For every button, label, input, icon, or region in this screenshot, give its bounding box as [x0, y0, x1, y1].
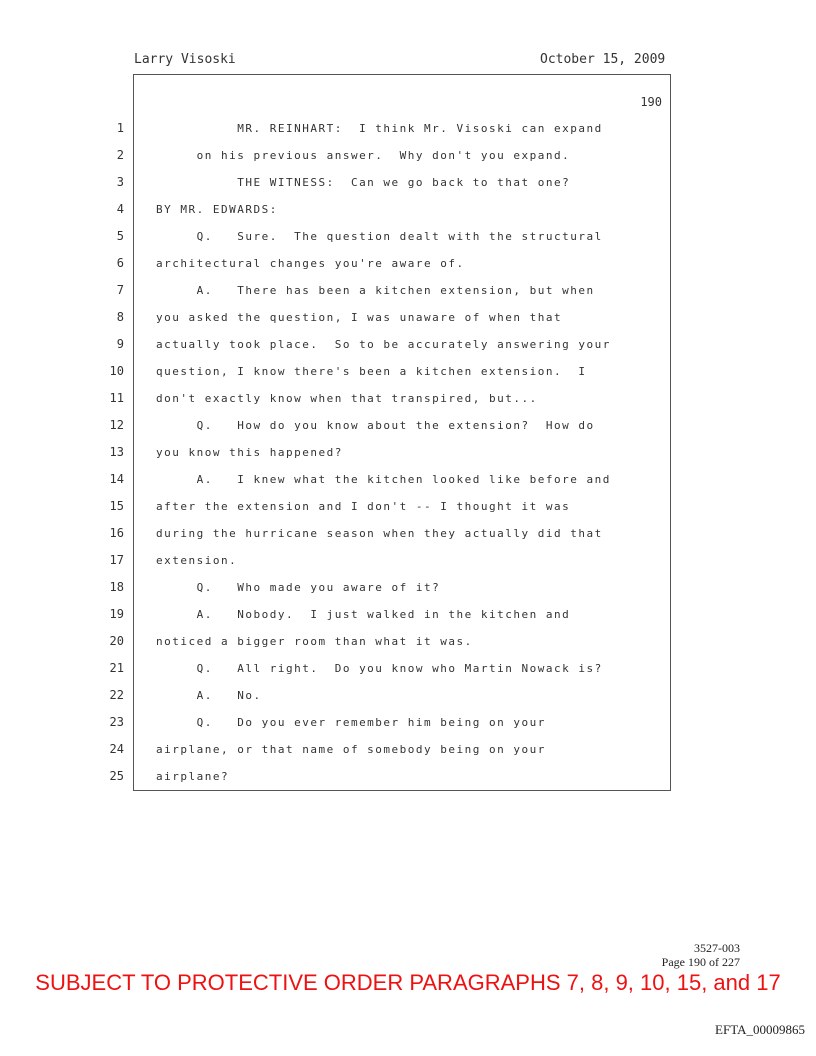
line-number: 11: [109, 391, 124, 405]
transcript-line: you asked the question, I was unaware of when that: [156, 311, 563, 324]
transcript-line: A. I knew what the kitchen looked like before and: [156, 473, 611, 486]
line-number-column: [98, 115, 124, 790]
protective-order-notice: SUBJECT TO PROTECTIVE ORDER PARAGRAPHS 7, 8, 9, 10, 15, and 17: [35, 970, 781, 995]
transcript-page-number: 190: [640, 95, 662, 109]
line-number: 22: [109, 688, 124, 702]
transcript-line: Q. All right. Do you know who Martin Nowack is?: [156, 662, 603, 675]
transcript-line: THE WITNESS: Can we go back to that one?: [156, 176, 571, 189]
transcript-line: BY MR. EDWARDS:: [156, 203, 278, 216]
transcript-line: A. No.: [156, 689, 262, 702]
line-number: 3: [116, 175, 124, 189]
line-number: 14: [109, 472, 124, 486]
line-number: 25: [109, 769, 124, 783]
transcript-line: during the hurricane season when they actually did that: [156, 527, 603, 540]
transcript-line: after the extension and I don't -- I thought it was: [156, 500, 571, 513]
line-number: 6: [116, 256, 124, 270]
line-number: 18: [109, 580, 124, 594]
transcript-line: you know this happened?: [156, 446, 343, 459]
line-number: 1: [116, 121, 124, 135]
line-number: 2: [116, 148, 124, 162]
page-count: Page 190 of 227: [661, 955, 740, 969]
line-number: 8: [116, 310, 124, 324]
transcript-line: Q. Do you ever remember him being on your: [156, 716, 546, 729]
transcript-line: airplane?: [156, 770, 230, 783]
transcript-line: don't exactly know when that transpired, but...: [156, 392, 538, 405]
document-code: 3527-003: [694, 941, 740, 955]
transcript-line: A. There has been a kitchen extension, but when: [156, 284, 595, 297]
deposition-date: October 15, 2009: [540, 52, 666, 67]
line-number: 12: [109, 418, 124, 432]
transcript-line: noticed a bigger room than what it was.: [156, 635, 473, 648]
transcript-line: MR. REINHART: I think Mr. Visoski can expand: [156, 122, 603, 135]
line-number: 13: [109, 445, 124, 459]
line-number: 17: [109, 553, 124, 567]
transcript-line: A. Nobody. I just walked in the kitchen and: [156, 608, 571, 621]
bates-number: EFTA_00009865: [715, 1022, 805, 1037]
line-number: 21: [109, 661, 124, 675]
line-number: 7: [116, 283, 124, 297]
transcript-line: Q. How do you know about the extension? How do: [156, 419, 595, 432]
transcript-line: actually took place. So to be accurately answering your: [156, 338, 611, 351]
transcript-text: [156, 115, 666, 790]
transcript-line: Q. Who made you aware of it?: [156, 581, 441, 594]
transcript-line: question, I know there's been a kitchen extension. I: [156, 365, 587, 378]
line-number: 5: [116, 229, 124, 243]
transcript-line: architectural changes you're aware of.: [156, 257, 465, 270]
line-number: 24: [109, 742, 124, 756]
transcript-line: on his previous answer. Why don't you expand.: [156, 149, 571, 162]
line-number: 4: [116, 202, 124, 216]
transcript-line: Q. Sure. The question dealt with the structural: [156, 230, 603, 243]
line-number: 16: [109, 526, 124, 540]
line-number: 23: [109, 715, 124, 729]
line-number: 20: [109, 634, 124, 648]
line-number: 19: [109, 607, 124, 621]
line-number: 9: [116, 337, 124, 351]
witness-name: Larry Visoski: [134, 52, 236, 67]
transcript-line: extension.: [156, 554, 238, 567]
line-number: 15: [109, 499, 124, 513]
transcript-line: airplane, or that name of somebody being on your: [156, 743, 546, 756]
line-number: 10: [109, 364, 124, 378]
